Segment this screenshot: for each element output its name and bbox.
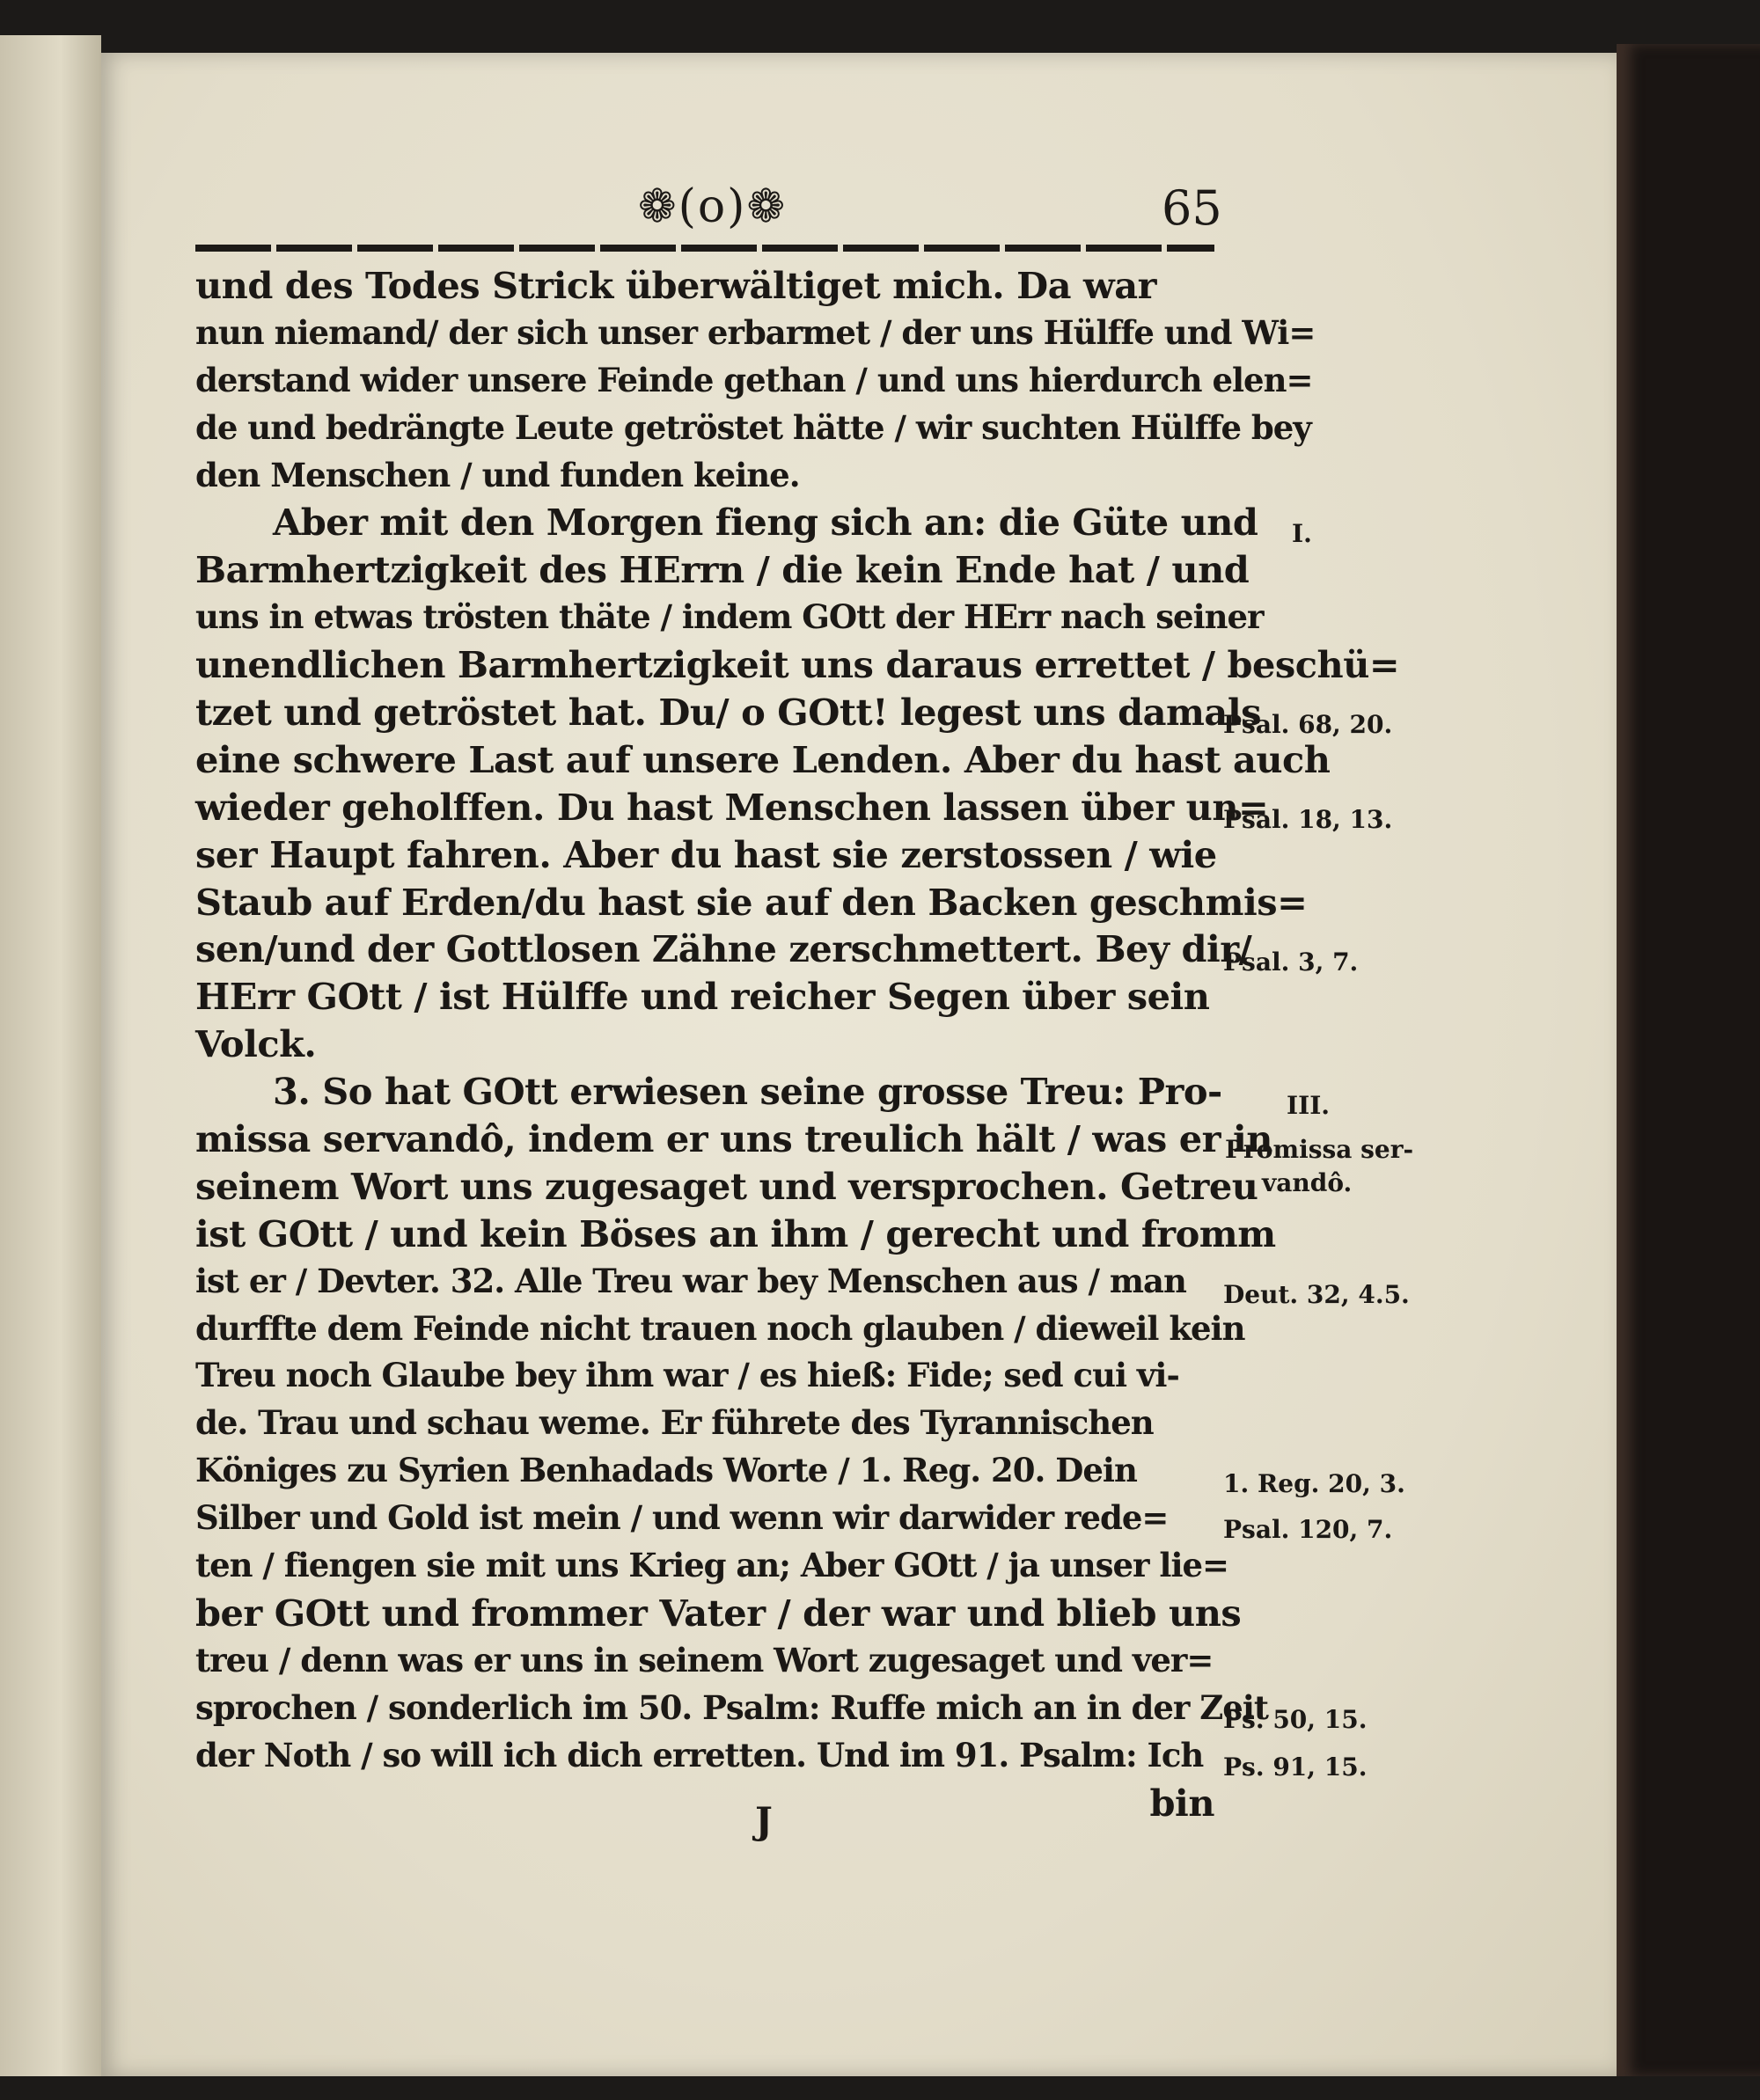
margin-note: I.	[1292, 519, 1312, 548]
margin-note: Promissa ser-	[1225, 1135, 1414, 1164]
text-line: Staub auf Erden/du hast sie auf den Backen geschmis=	[195, 880, 1308, 924]
catchword: J	[755, 1799, 773, 1842]
text-line: ist er / Devter. 32. Alle Treu war bey Menschen aus / man	[195, 1261, 1186, 1300]
text-line: durffte dem Feinde nicht trauen noch glauben / dieweil kein	[195, 1308, 1245, 1348]
text-line: ten / fiengen sie mit uns Krieg an; Aber GOtt / ja unser lie=	[195, 1546, 1229, 1585]
text-line: ber GOtt und frommer Vater / der war und blieb uns	[195, 1591, 1242, 1635]
left-page-edge	[0, 35, 101, 2076]
margin-note: Psal. 18, 13.	[1223, 805, 1393, 834]
text-line: ser Haupt fahren. Aber du hast sie zerstossen / wie	[195, 832, 1217, 876]
text-line: der Noth / so will ich dich erretten. Und im 91. Psalm: Ich	[195, 1735, 1204, 1774]
margin-note: Psal. 3, 7.	[1223, 948, 1359, 977]
text-line: Barmhertzigkeit des HErrn / die kein Ende hat / und	[195, 548, 1250, 592]
text-line: sprochen / sonderlich im 50. Psalm: Ruffe mich an in der Zeit	[195, 1687, 1268, 1727]
text-line: derstand wider unsere Feinde gethan / und uns hierdurch elen=	[195, 360, 1313, 399]
text-line: Treu noch Glaube bey ihm war / es hieß: Fide; sed cui vi-	[195, 1356, 1179, 1395]
header-rule	[195, 245, 1214, 252]
text-line: den Menschen / und funden keine.	[195, 455, 800, 494]
margin-note: 1. Reg. 20, 3.	[1223, 1469, 1405, 1498]
text-line: Aber mit den Morgen fieng sich an: die Güte und	[273, 501, 1258, 545]
margin-note: Ps. 91, 15.	[1223, 1752, 1368, 1782]
text-line: de und bedrängte Leute getröstet hätte / wir suchten Hülffe bey	[195, 407, 1311, 447]
text-line: 3. So hat GOtt erwiesen seine grosse Treu: Pro-	[273, 1070, 1222, 1114]
text-line: Königes zu Syrien Benhadads Worte / 1. Reg. 20. Dein	[195, 1451, 1137, 1490]
book-cover	[1617, 44, 1760, 2076]
text-line: missa servandô, indem er uns treulich hält / was er in	[195, 1117, 1272, 1161]
text-line: unendlichen Barmhertzigkeit uns daraus errettet / beschü=	[195, 643, 1400, 687]
text-line: Silber und Gold ist mein / und wenn wir darwider rede=	[195, 1498, 1169, 1538]
text-line: wieder geholffen. Du hast Menschen lassen über un=	[195, 785, 1269, 829]
margin-note: vandô.	[1262, 1168, 1353, 1197]
margin-note: Psal. 120, 7.	[1223, 1515, 1393, 1544]
margin-note: III.	[1287, 1091, 1331, 1120]
text-line: treu / denn was er uns in seinem Wort zugesaget und ver=	[195, 1640, 1214, 1679]
text-line: ist GOtt / und kein Böses an ihm / gerecht und fromm	[195, 1211, 1276, 1255]
text-line: und des Todes Strick überwältiget mich. Da war	[195, 264, 1156, 307]
text-line: tzet und getröstet hat. Du/ o GOtt! legest uns damals	[195, 691, 1261, 735]
text-line: bin	[1149, 1781, 1214, 1825]
margin-note: Ps. 50, 15.	[1223, 1705, 1368, 1734]
text-line: sen/und der Gottlosen Zähne zerschmettert. Bey dir/	[195, 927, 1252, 971]
text-line: de. Trau und schau weme. Er führete des Tyrannischen	[195, 1403, 1154, 1443]
text-line: eine schwere Last auf unsere Lenden. Aber du hast auch	[195, 737, 1331, 781]
text-line: HErr GOtt / ist Hülffe und reicher Segen über sein	[195, 975, 1210, 1019]
margin-note: Deut. 32, 4.5.	[1223, 1280, 1410, 1309]
text-line: nun niemand/ der sich unser erbarmet / der uns Hülffe und Wi=	[195, 312, 1316, 352]
text-line: Volck.	[195, 1022, 317, 1066]
margin-note: Psal. 68, 20.	[1223, 710, 1393, 739]
text-line: uns in etwas trösten thäte / indem GOtt der HErr nach seiner	[195, 597, 1264, 637]
header-ornament: ❁(o)❁	[638, 180, 788, 233]
text-line: seinem Wort uns zugesaget und versprochen. Getreu	[195, 1164, 1258, 1208]
page-number: 65	[1162, 180, 1222, 236]
